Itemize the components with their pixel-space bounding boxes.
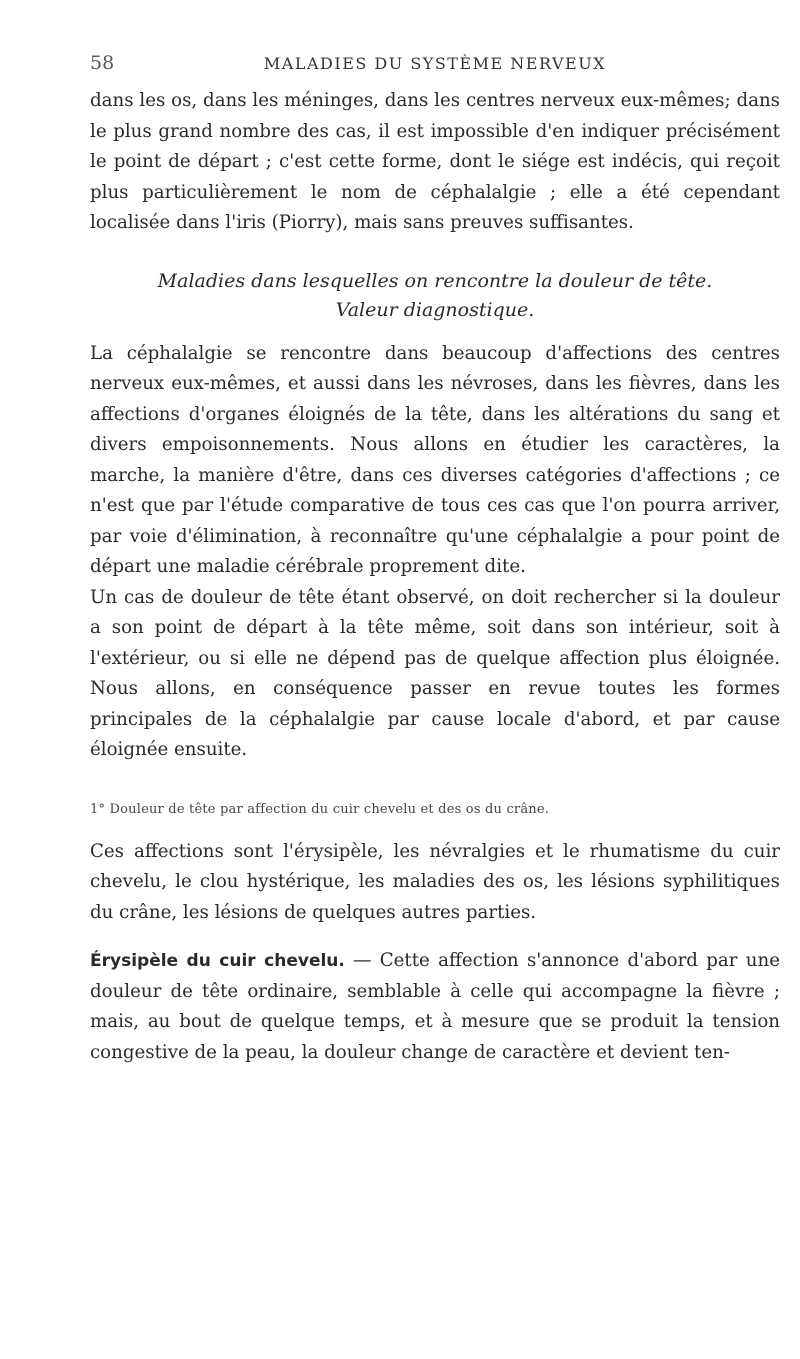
paragraph-5 xyxy=(90,946,780,1068)
paragraph-1: dans les os, dans les méninges, dans les centres nerveux eux-mêmes; dans le plus grand nombre des cas, il est impossible d'en indiquer précisément le point de départ ; c'est cette forme, dont le siége est indécis, qui reçoit plus particulièrement le nom de céphalalgie ; elle a été cependant localisée dans l'iris (Piorry), mais sans preuves suffisantes. xyxy=(90,90,780,233)
run-in-heading: Érysipèle du cuir chevelu. xyxy=(90,951,345,971)
paragraph-3: Un cas de douleur de tête étant observé, on doit rechercher si la douleur a son point de départ à la tête même, soit dans son intérieur, soit à l'extérieur, ou si elle ne dépend pas de quelque affection plus éloignée. Nous allons, en conséquence passer en revue toutes les formes principales de la céphalalgie par cause locale d'abord, et par cause éloignée ensuite. xyxy=(90,586,780,760)
paragraph-5-text: — Cette affection s'annonce d'abord par une douleur de tête ordinaire, semblable à celle qui accompagne la fièvre ; mais, au bout de quelque temps, et à mesure que se produit la tension congestive de la peau, la douleur change de caractère et devient ten- xyxy=(90,950,780,1063)
paragraph-4: Ces affections sont l'érysipèle, les névralgies et le rhumatisme du cuir chevelu, le clou hystérique, les maladies des os, les lésions syphilitiques du crâne, les lésions de quelques autres parties. xyxy=(90,840,780,923)
document-page xyxy=(90,42,780,1068)
section-heading-line-2: Valeur diagnostique. xyxy=(335,298,535,321)
page-number: 58 xyxy=(90,52,115,74)
running-head xyxy=(90,42,780,82)
paragraph-2: La céphalalgie se rencontre dans beaucoup d'affections des centres nerveux eux-mêmes, et aussi dans les névroses, dans les fièvres, dans les affections d'organes éloignés de la tête, dans les altérations du sang et divers empoisonnements. Nous allons en étudier les caractères, la marche, la manière d'être, dans ces diverses catégories d'affections ; ce n'est que par l'étude comparative de tous ces cas que l'on pourra arriver, par voie d'élimination, à reconnaître qu'une céphalalgie a pour point de départ une maladie cérébrale proprement dite. xyxy=(90,342,780,577)
subsection-heading: 1° Douleur de tête par affection du cuir chevelu et des os du crâne. xyxy=(90,801,550,817)
section-heading-line-1: Maladies dans lesquelles on rencontre la douleur de tête. xyxy=(157,269,713,292)
section-heading xyxy=(90,267,780,325)
running-title: MALADIES DU SYSTÈME NERVEUX xyxy=(263,54,607,73)
